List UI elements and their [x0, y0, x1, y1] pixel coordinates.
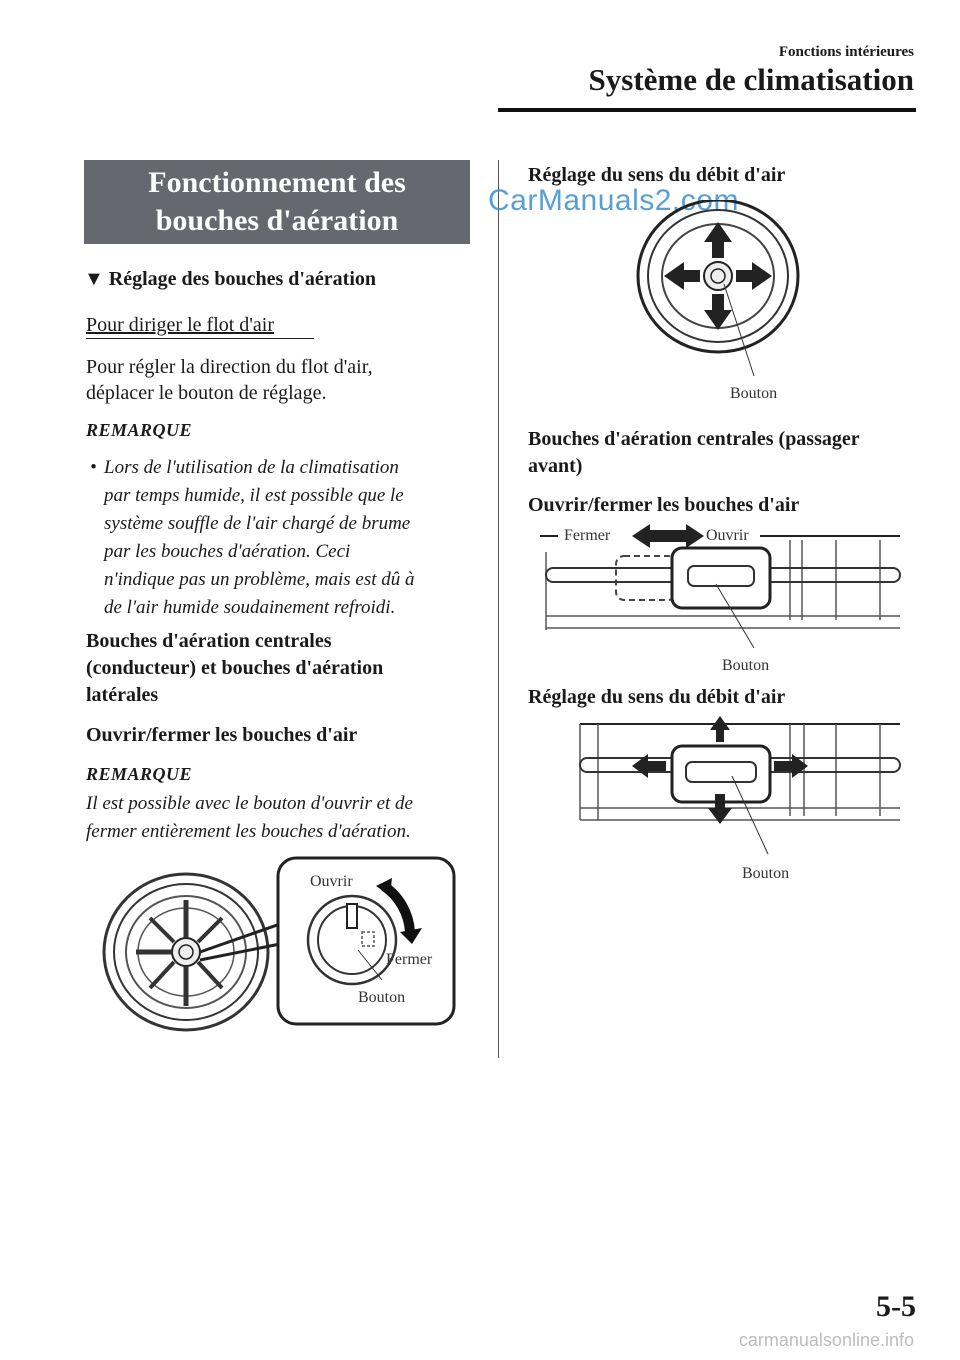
central-vents-heading-1: Bouches d'aération centrales — [86, 630, 332, 652]
label-knob: Bouton — [742, 865, 790, 882]
label-knob: Bouton — [730, 385, 778, 402]
arrow-left-icon — [664, 262, 700, 290]
page-title: Système de climatisation — [588, 62, 914, 97]
open-close-heading: Ouvrir/fermer les bouches d'air — [86, 724, 358, 746]
remark2-text-2: fermer entièrement les bouches d'aération. — [86, 821, 411, 842]
vent-direction-figure — [620, 200, 800, 410]
knob-closed-position — [616, 556, 676, 600]
remark-text-5: n'indique pas un problème, mais est dû à — [104, 569, 415, 590]
watermark: CarManuals2.com — [488, 184, 739, 217]
section-title-line2: bouches d'aération — [155, 204, 399, 237]
leader-line — [724, 284, 754, 376]
direction-heading-1: Réglage du sens du débit d'air — [528, 164, 786, 186]
label-open: Ouvrir — [310, 873, 353, 890]
direct-airflow-body-2: déplacer le bouton de réglage. — [86, 382, 327, 404]
remark-text-3: système souffle de l'air chargé de brume — [104, 513, 411, 534]
remark-text-4: par les bouches d'aération. Ceci — [104, 541, 351, 562]
subsection-heading-text: Réglage des bouches d'aération — [108, 268, 377, 290]
label-open: Ouvrir — [706, 527, 749, 544]
remark-text-6: de l'air humide soudainement refroidi. — [104, 597, 396, 618]
heading-underline — [86, 338, 314, 339]
direct-airflow-body-1: Pour régler la direction du flot d'air, — [86, 356, 373, 378]
arrow-right-icon — [736, 262, 772, 290]
arrow-down-icon — [704, 294, 732, 330]
direction-heading-2: Réglage du sens du débit d'air — [528, 686, 786, 708]
column-divider — [498, 160, 499, 1058]
vent-hub — [704, 262, 732, 290]
label-close: Fermer — [386, 951, 433, 968]
arrow-up-icon — [704, 222, 732, 258]
label-knob: Bouton — [358, 989, 406, 1006]
remark-text-1: Lors de l'utilisation de la climatisation — [104, 457, 399, 478]
passenger-vents-heading-1: Bouches d'aération centrales (passager — [528, 428, 860, 450]
double-arrow-icon — [632, 524, 704, 548]
page-number: 5-5 — [876, 1290, 916, 1323]
open-close-heading-right: Ouvrir/fermer les bouches d'air — [528, 494, 800, 516]
vent-dial-figure — [100, 856, 460, 1036]
footer-url[interactable]: carmanualsonline.info — [738, 1330, 914, 1350]
remark-label-2: REMARQUE — [86, 764, 193, 784]
triangle-marker-icon: ▼ — [84, 268, 104, 290]
passenger-vents-heading-2: avant) — [528, 455, 583, 477]
section-title-line1: Fonctionnement des — [148, 166, 406, 199]
label-knob: Bouton — [722, 657, 770, 674]
chapter-label: Fonctions intérieures — [778, 44, 914, 60]
remark-bullet: • — [90, 457, 97, 478]
dial-indicator — [347, 904, 357, 928]
subsection-heading — [84, 268, 376, 291]
central-vents-heading-3: latérales — [86, 684, 159, 706]
rect-vent-open-close-figure — [540, 520, 904, 680]
central-vents-heading-2: (conducteur) et bouches d'aération — [86, 657, 384, 679]
header-rule — [498, 108, 916, 112]
remark-text-2: par temps humide, il est possible que le — [104, 485, 404, 506]
remark2-text-1: Il est possible avec le bouton d'ouvrir et de — [86, 793, 413, 814]
vent-knob — [672, 548, 770, 608]
remark-label: REMARQUE — [86, 420, 193, 440]
direct-airflow-heading: Pour diriger le flot d'air — [86, 314, 274, 336]
arrow-up-icon — [710, 716, 730, 742]
label-close: Fermer — [564, 527, 611, 544]
rect-vent-direction-figure — [540, 716, 904, 886]
section-title-box — [84, 160, 470, 244]
